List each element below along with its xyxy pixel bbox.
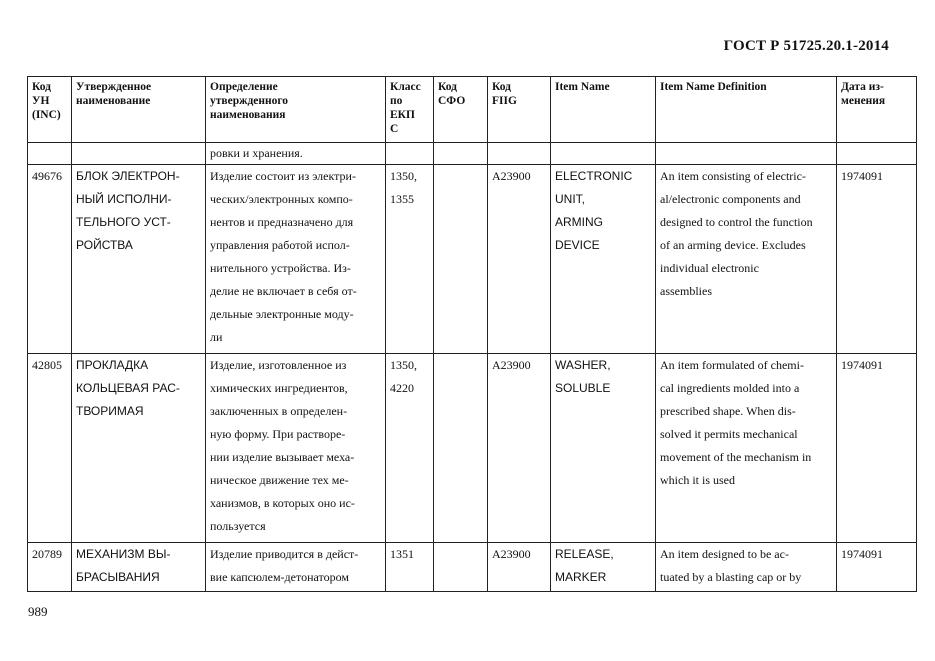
header-item-name: Item Name xyxy=(551,77,656,143)
item-name-definition: An item designed to be ac- tuated by a blasting cap or by xyxy=(656,543,837,592)
table-row xyxy=(28,354,917,543)
inc-code: 20789 xyxy=(28,543,72,592)
change-date: 1974091 xyxy=(837,543,917,592)
header-row xyxy=(28,77,917,143)
item-name: ELECTRONIC UNIT, ARMING DEVICE xyxy=(551,165,656,354)
sfo-code xyxy=(434,165,488,354)
header-definition: Определение утвержденного наименования xyxy=(206,77,386,143)
definition: Изделие, изготовленное из химических ингредиентов, заключенных в определен- ную форму. При растворе- нии изделие вызывает меха- ническое движение тех ме- ханизмов, в которых оно ис- пользуется xyxy=(206,354,386,543)
item-name-definition: An item formulated of chemi- cal ingredients molded into a prescribed shape. When dis- solved it permits mechanical movement of the mechanism in which it is used xyxy=(656,354,837,543)
sfo-code xyxy=(434,354,488,543)
fiig-code: A23900 xyxy=(488,543,551,592)
table-row xyxy=(28,165,917,354)
ekps-class: 1350, 1355 xyxy=(386,165,434,354)
continuation-text: ровки и хранения. xyxy=(206,143,386,165)
definition: Изделие приводится в дейст- вие капсюлем-детонатором xyxy=(206,543,386,592)
header-item-name-definition: Item Name Definition xyxy=(656,77,837,143)
ekps-class: 1351 xyxy=(386,543,434,592)
sfo-code xyxy=(434,543,488,592)
approved-name: ПРОКЛАДКА КОЛЬЦЕВАЯ РАС- ТВОРИМАЯ xyxy=(72,354,206,543)
approved-name: БЛОК ЭЛЕКТРОН- НЫЙ ИСПОЛНИ- ТЕЛЬНОГО УСТ- РОЙСТВА xyxy=(72,165,206,354)
page-number: 989 xyxy=(28,604,48,619)
definition: Изделие состоит из электри- ческих/электронных компо- нентов и предназначено для управления работой испол- нительного устройства. Из- делие не включает в себя от- дельные электронные моду- ли xyxy=(206,165,386,354)
table-row xyxy=(28,543,917,592)
header-fiig-code: Код FIIG xyxy=(488,77,551,143)
header-approved-name: Утвержденное наименование xyxy=(72,77,206,143)
change-date: 1974091 xyxy=(837,165,917,354)
header-ekps-class: Класс по ЕКП С xyxy=(386,77,434,143)
fiig-code: A23900 xyxy=(488,165,551,354)
item-name: RELEASE, MARKER xyxy=(551,543,656,592)
item-name-definition: An item consisting of electric- al/electronic components and designed to control the function of an arming device. Excludes individual electronic assemblies xyxy=(656,165,837,354)
catalog-table xyxy=(27,76,917,592)
change-date: 1974091 xyxy=(837,354,917,543)
header-sfo-code: Код СФО xyxy=(434,77,488,143)
header-change-date: Дата из- менения xyxy=(837,77,917,143)
inc-code: 42805 xyxy=(28,354,72,543)
header-inc: Код УН (INC) xyxy=(28,77,72,143)
fiig-code: A23900 xyxy=(488,354,551,543)
continuation-row xyxy=(28,143,917,165)
ekps-class: 1350, 4220 xyxy=(386,354,434,543)
inc-code: 49676 xyxy=(28,165,72,354)
item-name: WASHER, SOLUBLE xyxy=(551,354,656,543)
approved-name: МЕХАНИЗМ ВЫ- БРАСЫВАНИЯ xyxy=(72,543,206,592)
document-title: ГОСТ Р 51725.20.1-2014 xyxy=(723,38,889,54)
